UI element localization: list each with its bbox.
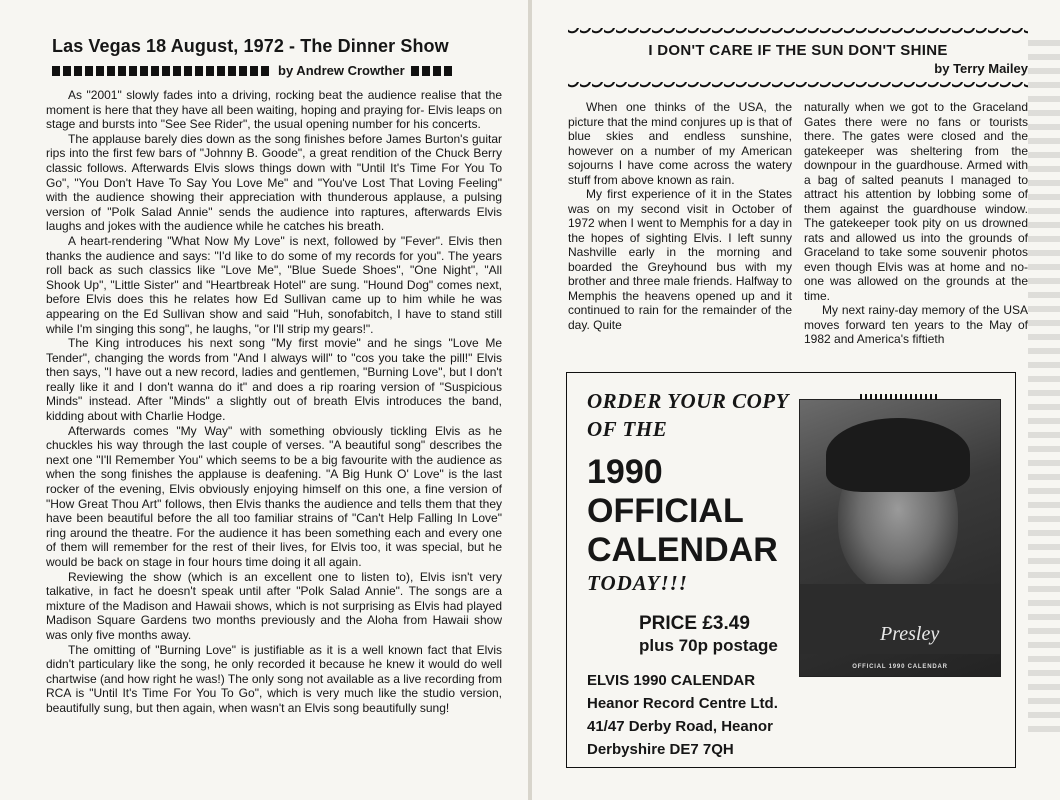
ad-order-line: OF THE: [587, 417, 668, 441]
article-paragraph: The applause barely dies down as the song finishes before James Burton's guitar rips into the first few bars of "Johnny B. Goode", a great rendition of the Chuck Berry classic follows. Afterwards Elvis slows things down with "Until It's Time For You To Go", "You Don't Have To Say You Love Me" and "You've Lost That Loving Feeling" with the audience showing their appreciation with thunderous applause, a pulsing version of "Polk Salad Annie" sends the audience into raptures, afterwards Elvis laughs and jokes with the audience while he catches his breath.: [46, 131, 502, 234]
article-title: Las Vegas 18 August, 1972 - The Dinner Show: [52, 36, 449, 56]
ad-headline-line: CALENDAR: [587, 531, 778, 569]
ad-address-line: Heanor Record Centre Ltd.: [587, 695, 778, 712]
ad-address-line: 41/47 Derby Road, Heanor: [587, 718, 773, 735]
article-paragraph: Reviewing the show (which is an excellent one to listen to), Elvis isn't very talkative, in fact he doesn't speak until after "Polk Salad Annie". The songs are a mixture of the Madison and Hawaii shows, which is not surprising as Elvis had played Madison Square Gardens two months previously and the Aloha from Hawaii show was only five months away.: [46, 569, 502, 642]
ad-today: TODAY!!!: [587, 571, 688, 595]
ad-price-block: [639, 613, 778, 657]
article-body: [46, 88, 502, 716]
article-title: I DON'T CARE IF THE SUN DON'T SHINE: [648, 42, 948, 59]
ad-order-line: ORDER YOUR COPY: [587, 389, 789, 413]
article-column-1: [568, 100, 792, 347]
article-paragraph: A heart-rendering "What Now My Love" is next, followed by "Fever". Elvis then thanks the audience and says: "I'd like to do some of my records for you". The years roll back as such classics like "Love Me", "Blue Suede Shoes", "One Night", "All Shook Up", "Little Sister" and "Heartbreak Hotel" are sung. "Hound Dog" comes next, before Elvis does this he relates how Ed Sullivan came up to him while he was appearing on the Ed Sullivan show and said "Huh, sonofabitch, I have to stand still while I'm singing this song", he laughs, "or I'll strip my gears!".: [46, 233, 502, 336]
square-rule-left: [52, 66, 272, 76]
article-byline: by Andrew Crowther: [278, 63, 405, 78]
calendar-caption: OFFICIAL 1990 CALENDAR: [852, 664, 948, 670]
article-paragraph: When one thinks of the USA, the picture that the mind conjures up is that of blue skies and endless sunshine, however on a number of my American sojourns I have come across the watery stuff from above known as rain.: [568, 100, 792, 187]
wavy-rule-bottom: [568, 82, 1028, 90]
ad-address: [587, 669, 778, 761]
square-rule-right: [411, 66, 453, 76]
ad-headline-line: 1990: [587, 453, 663, 491]
ad-headline-line: OFFICIAL: [587, 492, 744, 530]
article-paragraph: naturally when we got to the Graceland Gates there were no fans or tourists there. The gates were closed and the gatekeeper was sheltering from the downpour in the guardhouse. Armed with a bag of salted peanuts I managed to attract his attention by lobbing some of them against the guardhouse window. The gatekeeper took pity on us drowned rats and allowed us into the grounds of Graceland to take some souvenir photos even though Elvis was at home and no-one was allowed on the grounds at the time.: [804, 100, 1028, 303]
article-paragraph: As "2001" slowly fades into a driving, rocking beat the audience realise that the moment is here that they have all been waiting, hoping and praying for- Elvis leaps on stage and bursts into "See See Rider", the usual opening number for his concerts.: [46, 88, 502, 132]
article-paragraph: Afterwards comes "My Way" with something obviously tickling Elvis as he chuckles his way through the last couple of verses. "A beautiful song" describes the next one "I'll Remember You" which seems to be a big favourite with the audience as when the song finishes the applause is deafening. "A Big Hunk O' Love" is the last rocker of the evening, Elvis obviously enjoying himself on this one, a fine version of "How Great Thou Art" follows, then Elvis thanks the audience and tells them that they have been beautiful before the all too familiar strains of "Can't Help Falling In Love" ring around the theatre. For the audience it has been something each and every one of them will remember for the rest of their lives, for Elvis too, it was special, but he would be back on stage in four hours time doing it all again.: [46, 423, 502, 569]
article-paragraph: The omitting of "Burning Love" is justifiable as it is a well known fact that Elvis didn't particulary like the song, he only recorded it because he knew it would do well chartwise (and how right he was!) The only song not available as a live recording from RCA is "Until It's Time For You To Go", which is very much like the studio version, beautifully sung, but then again, when wasn't an Elvis song beautifully sung!: [46, 642, 503, 715]
left-page: [0, 0, 528, 800]
calendar-advert: [566, 372, 1016, 768]
ad-headline: [587, 453, 778, 570]
byline-row: [52, 63, 502, 78]
portrait-hair: [826, 418, 970, 492]
calendar-signature: Presley: [880, 623, 940, 645]
wavy-rule-top: [568, 28, 1028, 36]
calendar-binding: [860, 394, 940, 400]
article-paragraph: My first experience of it in the States was on my second visit in October of 1972 when I went to Memphis for a day in the hopes of sighting Elvis. I left sunny Nashville early in the morning and boarded the Greyhound bus with my brother and three male friends. Halfway to Memphis the heavens opened up and it continued to rain for the remainder of the day. Quite: [568, 187, 792, 332]
article-byline: by Terry Mailey: [934, 61, 1028, 76]
article-paragraph: My next rainy-day memory of the USA moves forward ten years to the May of 1982 and America's fiftieth: [804, 303, 1028, 346]
article-paragraph: The King introduces his next song "My first movie" and he sings "Love Me Tender", changing the words from "And I always will" to "cos you take the pill!" Elvis then says, "I have out a new record, ladies and gentlemen, "Burning Love", but I don't really like it and I don't wanna do it" and does a rip roaring version of "Suspicious Minds" instead. After "Minds" a slightly out of breath Elvis introduces the band, kidding about with Charlie Hodge.: [46, 336, 502, 424]
article-column-2: [804, 100, 1028, 347]
calendar-photo: [799, 399, 1001, 677]
ad-address-line: ELVIS 1990 CALENDAR: [587, 672, 756, 689]
ad-postage: plus 70p postage: [639, 636, 778, 655]
article-columns: [568, 100, 1028, 347]
right-page: [532, 0, 1060, 800]
ad-order-heading: [587, 387, 789, 443]
ad-address-line: Derbyshire DE7 7QH: [587, 741, 734, 758]
show-through-text: [1028, 40, 1060, 740]
ad-price: PRICE £3.49: [639, 613, 750, 634]
